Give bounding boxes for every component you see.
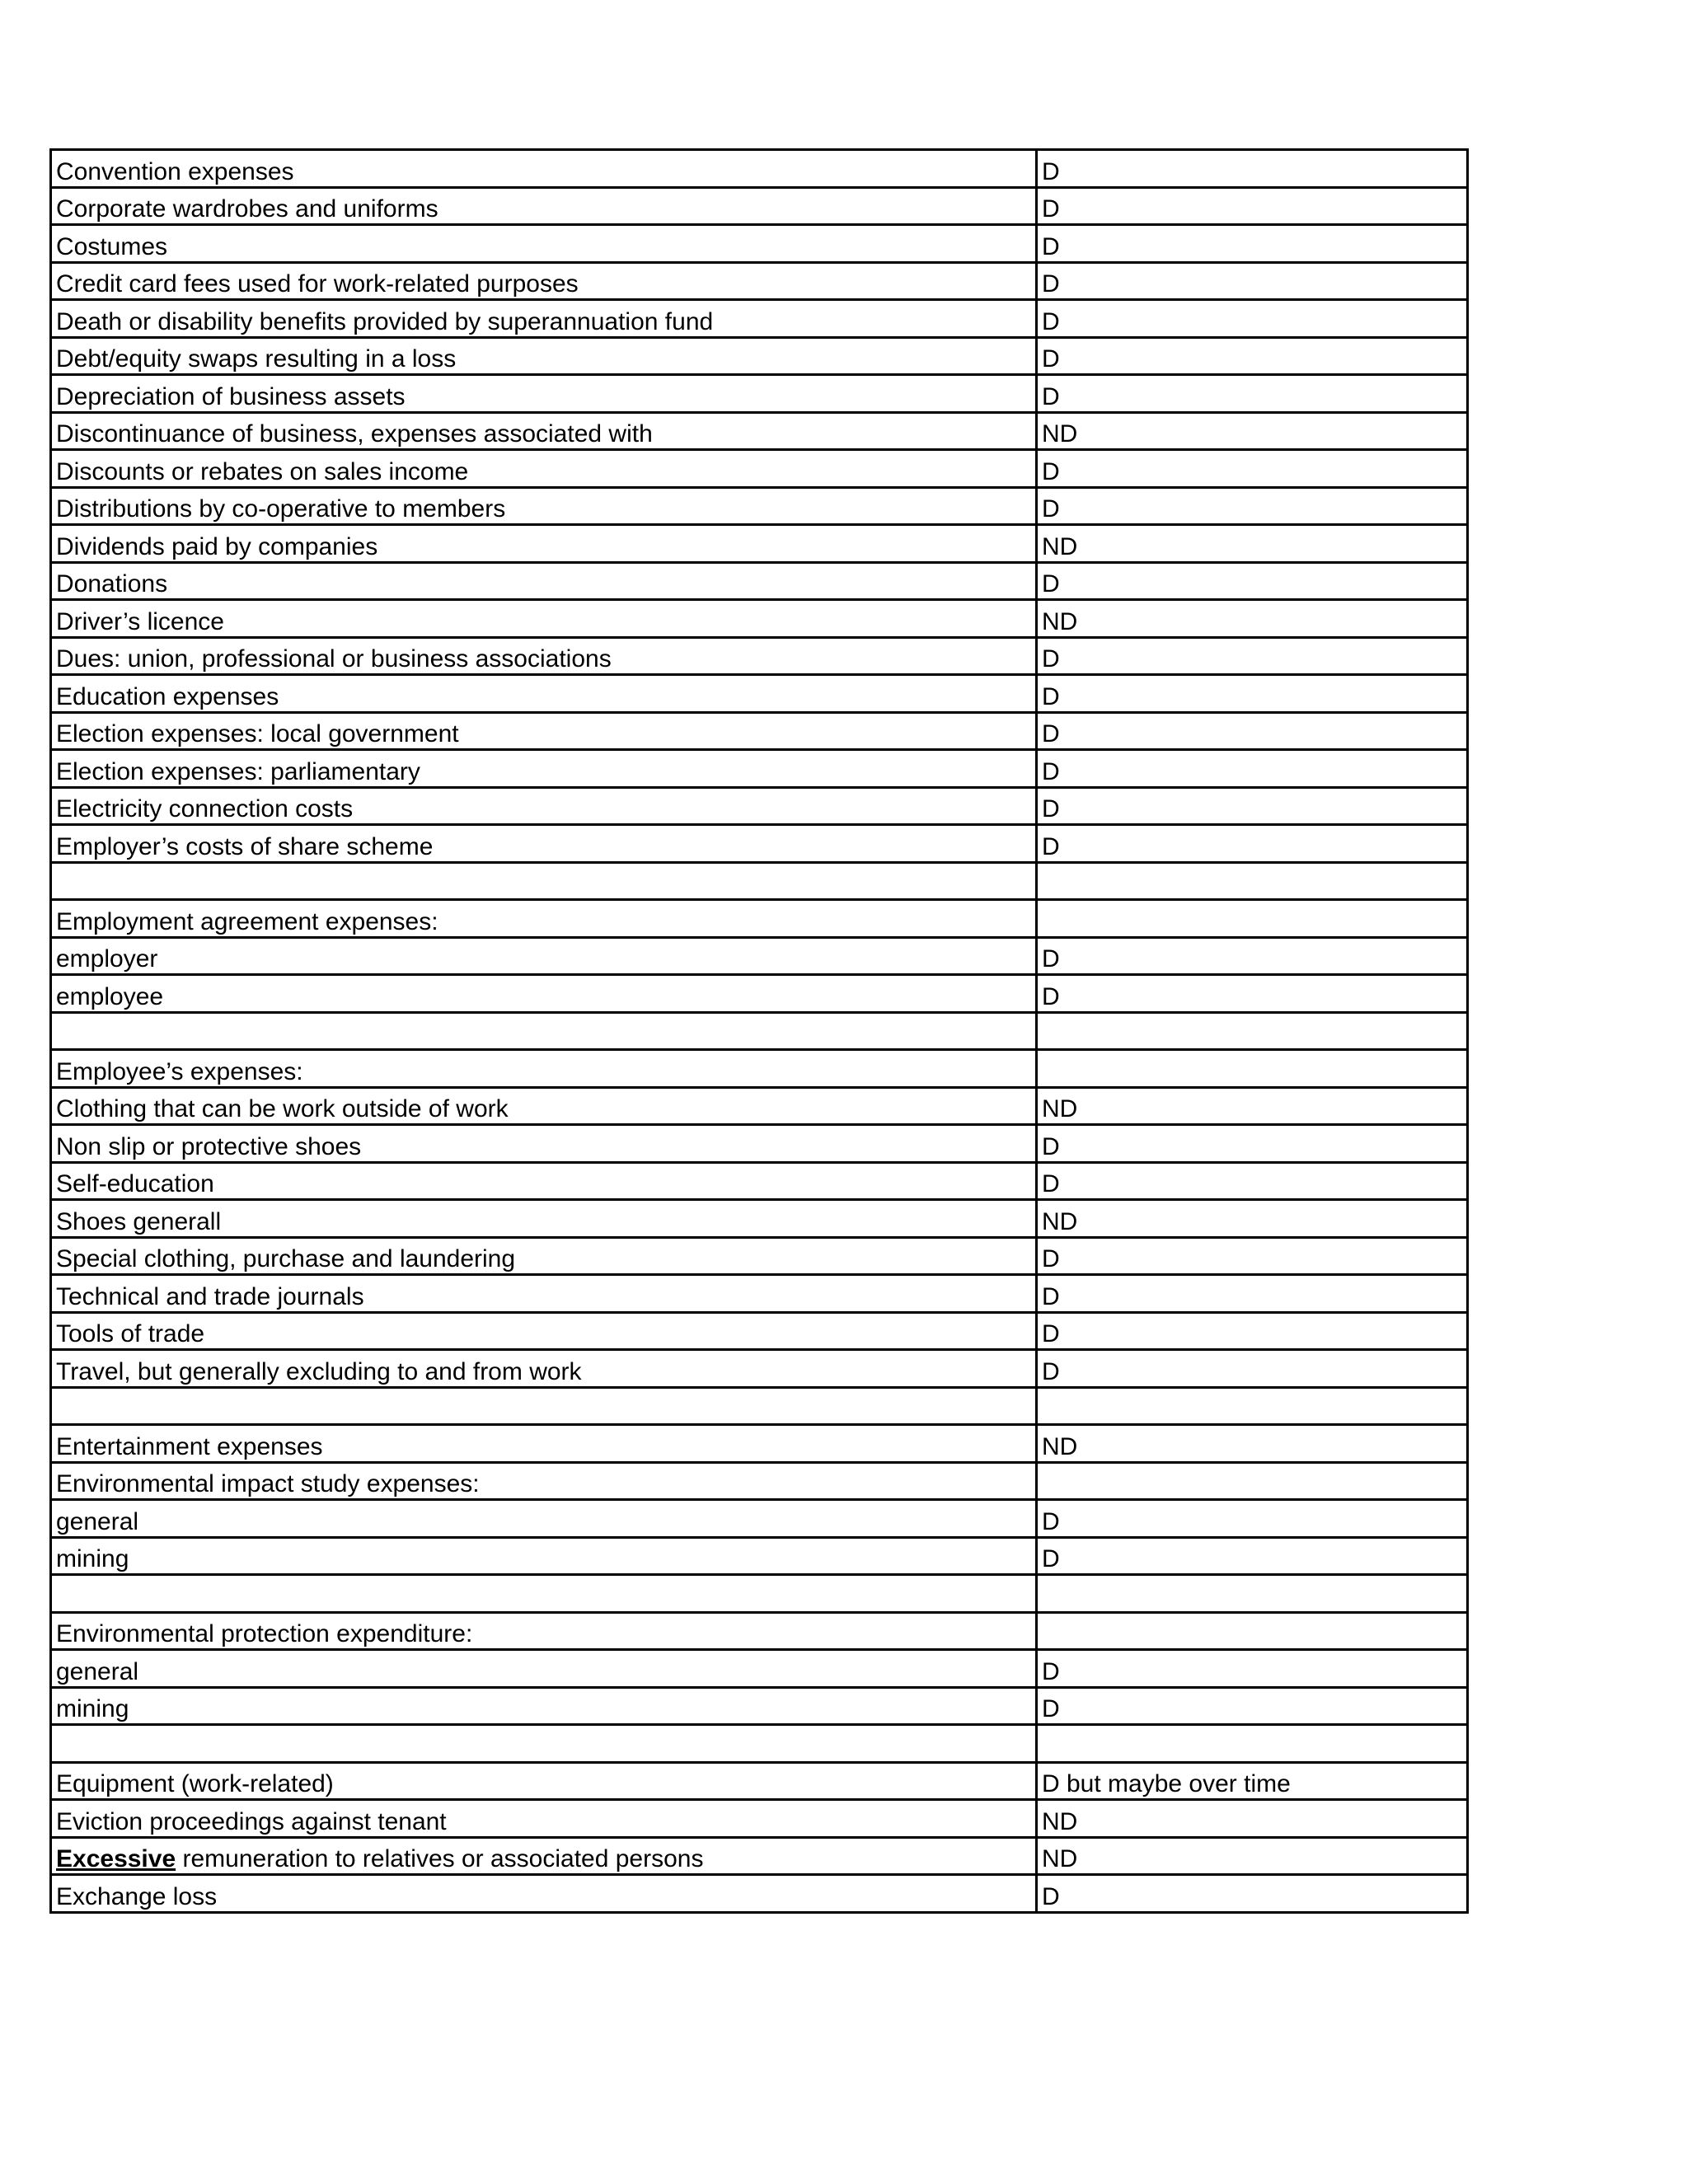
table-row bbox=[51, 1350, 1468, 1388]
item-label: Electricity connection costs bbox=[56, 795, 354, 823]
status-cell bbox=[1037, 1725, 1468, 1763]
item-cell bbox=[51, 525, 1037, 563]
status-cell bbox=[1037, 1050, 1468, 1088]
item-text bbox=[56, 1247, 515, 1273]
status-code: ND bbox=[1042, 420, 1078, 448]
item-cell bbox=[51, 1162, 1037, 1200]
status-cell bbox=[1037, 675, 1468, 713]
item-cell bbox=[51, 1200, 1037, 1238]
status-cell bbox=[1037, 1762, 1468, 1800]
item-label: Employee’s expenses: bbox=[56, 1057, 303, 1085]
table-row bbox=[51, 1387, 1468, 1425]
table-row bbox=[51, 487, 1468, 525]
item-cell bbox=[51, 600, 1037, 638]
item-text bbox=[56, 907, 438, 936]
item-cell bbox=[51, 1087, 1037, 1125]
status-cell bbox=[1037, 187, 1468, 225]
status-cell bbox=[1037, 975, 1468, 1013]
status-cell bbox=[1037, 862, 1468, 900]
item-label: Election expenses: local government bbox=[56, 720, 459, 748]
status-code: D but maybe over time bbox=[1042, 1770, 1291, 1797]
item-text bbox=[56, 797, 353, 823]
item-cell bbox=[51, 300, 1037, 338]
item-text bbox=[56, 1432, 323, 1461]
item-text bbox=[56, 347, 456, 373]
table-row bbox=[51, 750, 1468, 788]
item-text bbox=[56, 1507, 139, 1536]
table-row bbox=[51, 1575, 1468, 1613]
item-cell bbox=[51, 637, 1037, 675]
item-cell bbox=[51, 937, 1037, 975]
table-row bbox=[51, 1462, 1468, 1500]
item-text bbox=[56, 982, 164, 1011]
item-text bbox=[56, 1772, 334, 1798]
item-text bbox=[56, 1322, 204, 1348]
status-cell bbox=[1037, 1387, 1468, 1425]
item-text bbox=[56, 1207, 222, 1236]
item-cell bbox=[51, 675, 1037, 713]
table-row bbox=[51, 600, 1468, 638]
status-code: D bbox=[1042, 795, 1060, 823]
item-label: Clothing that can be work outside of work bbox=[56, 1095, 509, 1122]
item-label: Technical and trade journals bbox=[56, 1282, 364, 1310]
status-code: D bbox=[1042, 757, 1060, 785]
status-code: D bbox=[1042, 1695, 1060, 1722]
table-row bbox=[51, 975, 1468, 1013]
item-text bbox=[56, 497, 505, 523]
table-row bbox=[51, 450, 1468, 488]
item-cell bbox=[51, 900, 1037, 938]
item-label: Costumes bbox=[56, 232, 168, 260]
item-cell bbox=[51, 1762, 1037, 1800]
item-cell bbox=[51, 1875, 1037, 1913]
item-cell bbox=[51, 1012, 1037, 1050]
item-cell bbox=[51, 1462, 1037, 1500]
item-text bbox=[56, 1097, 509, 1123]
status-cell bbox=[1037, 712, 1468, 750]
item-label: Equipment (work-related) bbox=[56, 1770, 334, 1797]
status-cell bbox=[1037, 225, 1468, 263]
item-text bbox=[56, 532, 378, 561]
item-cell bbox=[51, 1425, 1037, 1463]
status-code: D bbox=[1042, 1170, 1060, 1197]
status-code: D bbox=[1042, 1545, 1060, 1572]
item-cell bbox=[51, 1575, 1037, 1613]
table-row bbox=[51, 300, 1468, 338]
item-label: Employment agreement expenses: bbox=[56, 907, 438, 935]
status-cell bbox=[1037, 787, 1468, 825]
status-code: D bbox=[1042, 945, 1060, 972]
status-cell bbox=[1037, 1087, 1468, 1125]
status-cell bbox=[1037, 1200, 1468, 1238]
item-cell bbox=[51, 150, 1037, 188]
status-cell bbox=[1037, 562, 1468, 600]
item-cell bbox=[51, 375, 1037, 413]
status-cell bbox=[1037, 1237, 1468, 1275]
table-row bbox=[51, 1837, 1468, 1875]
status-code: D bbox=[1042, 270, 1060, 298]
item-cell bbox=[51, 1050, 1037, 1088]
status-cell bbox=[1037, 262, 1468, 300]
status-code: ND bbox=[1042, 1207, 1078, 1235]
item-label: Eviction proceedings against tenant bbox=[56, 1807, 447, 1835]
status-cell bbox=[1037, 1800, 1468, 1838]
item-text bbox=[56, 1622, 472, 1648]
item-text bbox=[56, 1807, 447, 1836]
item-cell bbox=[51, 1500, 1037, 1538]
item-label: Credit card fees used for work-related purposes bbox=[56, 270, 579, 298]
item-cell bbox=[51, 1650, 1037, 1688]
item-text bbox=[56, 422, 653, 448]
status-code: D bbox=[1042, 495, 1060, 523]
item-label: Environmental impact study expenses: bbox=[56, 1470, 480, 1497]
item-label: mining bbox=[56, 1695, 129, 1722]
table-row bbox=[51, 150, 1468, 188]
status-cell bbox=[1037, 825, 1468, 863]
table-row bbox=[51, 525, 1468, 563]
item-text bbox=[56, 232, 168, 261]
status-cell bbox=[1037, 1350, 1468, 1388]
item-label: Education expenses bbox=[56, 682, 279, 710]
status-cell bbox=[1037, 525, 1468, 563]
item-text bbox=[56, 572, 167, 598]
table-row bbox=[51, 1012, 1468, 1050]
status-cell bbox=[1037, 1687, 1468, 1725]
item-cell bbox=[51, 1725, 1037, 1763]
item-text bbox=[56, 1057, 303, 1086]
table-row bbox=[51, 1500, 1468, 1538]
table-row bbox=[51, 412, 1468, 450]
status-code: D bbox=[1042, 1357, 1060, 1385]
item-label: Death or disability benefits provided by superannuation fund bbox=[56, 307, 714, 335]
status-code: ND bbox=[1042, 1095, 1078, 1122]
item-label: Driver’s licence bbox=[56, 607, 224, 635]
table-row bbox=[51, 1312, 1468, 1350]
table-row bbox=[51, 1275, 1468, 1313]
status-cell bbox=[1037, 1125, 1468, 1163]
item-label: employee bbox=[56, 982, 164, 1010]
status-cell bbox=[1037, 1462, 1468, 1500]
table-row bbox=[51, 1087, 1468, 1125]
deductibility-table bbox=[49, 148, 1469, 1914]
item-text bbox=[56, 1172, 214, 1198]
item-text bbox=[56, 647, 612, 673]
item-text bbox=[56, 722, 459, 748]
item-text bbox=[56, 1697, 129, 1723]
table-row bbox=[51, 1687, 1468, 1725]
item-label: employer bbox=[56, 945, 158, 972]
status-cell bbox=[1037, 1575, 1468, 1613]
item-label: mining bbox=[56, 1545, 129, 1572]
status-code: D bbox=[1042, 1282, 1060, 1310]
status-code: D bbox=[1042, 1657, 1060, 1685]
table-row bbox=[51, 262, 1468, 300]
item-cell bbox=[51, 712, 1037, 750]
status-code: ND bbox=[1042, 1845, 1078, 1872]
item-cell bbox=[51, 1800, 1037, 1838]
status-cell bbox=[1037, 150, 1468, 188]
status-cell bbox=[1037, 637, 1468, 675]
table-row bbox=[51, 1650, 1468, 1688]
status-code: D bbox=[1042, 1245, 1060, 1272]
status-cell bbox=[1037, 750, 1468, 788]
item-label: general bbox=[56, 1657, 139, 1685]
status-code: D bbox=[1042, 1507, 1060, 1535]
item-cell bbox=[51, 1350, 1037, 1388]
item-cell bbox=[51, 262, 1037, 300]
item-text bbox=[56, 607, 224, 636]
table-row bbox=[51, 675, 1468, 713]
item-cell bbox=[51, 1537, 1037, 1575]
item-label: Corporate wardrobes and uniforms bbox=[56, 195, 438, 223]
status-code: ND bbox=[1042, 1807, 1078, 1835]
item-text bbox=[56, 682, 279, 711]
item-label: Discontinuance of business, expenses associated with bbox=[56, 420, 653, 448]
status-code: D bbox=[1042, 157, 1060, 185]
table-row bbox=[51, 1050, 1468, 1088]
item-text bbox=[56, 1547, 129, 1573]
table-row bbox=[51, 187, 1468, 225]
table-row bbox=[51, 937, 1468, 975]
status-code: D bbox=[1042, 307, 1060, 335]
table-row bbox=[51, 862, 1468, 900]
table-row bbox=[51, 1762, 1468, 1800]
item-label: Election expenses: parliamentary bbox=[56, 757, 420, 785]
item-cell bbox=[51, 337, 1037, 375]
item-label: Distributions by co-operative to members bbox=[56, 495, 506, 523]
table-row bbox=[51, 375, 1468, 413]
item-cell bbox=[51, 1687, 1037, 1725]
item-label: general bbox=[56, 1507, 139, 1535]
status-cell bbox=[1037, 1012, 1468, 1050]
table-row bbox=[51, 637, 1468, 675]
item-cell bbox=[51, 187, 1037, 225]
item-text bbox=[56, 1882, 218, 1911]
item-text bbox=[56, 272, 579, 298]
item-cell bbox=[51, 225, 1037, 263]
status-code: D bbox=[1042, 195, 1060, 223]
status-code: D bbox=[1042, 232, 1060, 260]
item-label: Dues: union, professional or business associations bbox=[56, 645, 612, 673]
item-cell bbox=[51, 862, 1037, 900]
status-cell bbox=[1037, 300, 1468, 338]
emphasis-text: Excessive bbox=[56, 1845, 176, 1872]
table-row bbox=[51, 1875, 1468, 1913]
item-text bbox=[56, 457, 469, 486]
item-label: Shoes generall bbox=[56, 1207, 222, 1235]
status-code: ND bbox=[1042, 532, 1078, 560]
item-text bbox=[56, 157, 294, 186]
table-row bbox=[51, 900, 1468, 938]
table-row bbox=[51, 225, 1468, 263]
item-text bbox=[56, 1357, 582, 1386]
item-cell bbox=[51, 562, 1037, 600]
item-text bbox=[56, 1472, 480, 1498]
item-label: Debt/equity swaps resulting in a loss bbox=[56, 345, 457, 373]
table-row bbox=[51, 1725, 1468, 1763]
item-cell bbox=[51, 750, 1037, 788]
status-code: D bbox=[1042, 345, 1060, 373]
item-cell bbox=[51, 1612, 1037, 1650]
item-text bbox=[56, 832, 434, 861]
item-cell bbox=[51, 787, 1037, 825]
item-label: Self-education bbox=[56, 1170, 214, 1197]
item-label: remuneration to relatives or associated persons bbox=[182, 1845, 704, 1872]
status-cell bbox=[1037, 1162, 1468, 1200]
item-text bbox=[56, 197, 438, 223]
status-code: D bbox=[1042, 1132, 1060, 1160]
item-cell bbox=[51, 412, 1037, 450]
status-cell bbox=[1037, 900, 1468, 938]
item-cell bbox=[51, 450, 1037, 488]
item-label: Entertainment expenses bbox=[56, 1432, 323, 1460]
table-row bbox=[51, 1162, 1468, 1200]
item-label: Exchange loss bbox=[56, 1882, 218, 1910]
status-cell bbox=[1037, 1425, 1468, 1463]
item-cell bbox=[51, 1387, 1037, 1425]
table-row bbox=[51, 1425, 1468, 1463]
item-cell bbox=[51, 487, 1037, 525]
item-text bbox=[56, 1657, 139, 1686]
table-row bbox=[51, 1537, 1468, 1575]
item-text bbox=[56, 947, 157, 973]
status-code: D bbox=[1042, 457, 1060, 485]
status-code: D bbox=[1042, 570, 1060, 598]
status-cell bbox=[1037, 600, 1468, 638]
item-cell bbox=[51, 1125, 1037, 1163]
table-row bbox=[51, 787, 1468, 825]
status-cell bbox=[1037, 1612, 1468, 1650]
item-label: Depreciation of business assets bbox=[56, 382, 406, 410]
table-row bbox=[51, 1237, 1468, 1275]
status-cell bbox=[1037, 412, 1468, 450]
table-row bbox=[51, 562, 1468, 600]
status-cell bbox=[1037, 1837, 1468, 1875]
table-row bbox=[51, 1612, 1468, 1650]
table-row bbox=[51, 337, 1468, 375]
status-code: D bbox=[1042, 982, 1060, 1010]
status-code: D bbox=[1042, 645, 1060, 673]
status-code: D bbox=[1042, 1320, 1060, 1347]
table-row bbox=[51, 1200, 1468, 1238]
status-cell bbox=[1037, 1650, 1468, 1688]
item-label: Tools of trade bbox=[56, 1320, 205, 1347]
item-text bbox=[56, 757, 420, 786]
item-label: Convention expenses bbox=[56, 157, 294, 185]
item-label: Special clothing, purchase and laundering bbox=[56, 1245, 516, 1272]
table-row bbox=[51, 1800, 1468, 1838]
item-text bbox=[56, 307, 714, 336]
item-label: Discounts or rebates on sales income bbox=[56, 457, 469, 485]
status-cell bbox=[1037, 487, 1468, 525]
item-cell bbox=[51, 975, 1037, 1013]
status-cell bbox=[1037, 1875, 1468, 1913]
item-label: Dividends paid by companies bbox=[56, 532, 378, 560]
status-cell bbox=[1037, 1537, 1468, 1575]
status-code: ND bbox=[1042, 1432, 1078, 1460]
status-cell bbox=[1037, 1312, 1468, 1350]
item-text bbox=[56, 1282, 364, 1311]
item-cell bbox=[51, 825, 1037, 863]
item-cell bbox=[51, 1237, 1037, 1275]
item-cell bbox=[51, 1275, 1037, 1313]
item-text bbox=[56, 1132, 362, 1161]
item-label: Donations bbox=[56, 570, 168, 598]
status-cell bbox=[1037, 937, 1468, 975]
status-code: ND bbox=[1042, 607, 1078, 635]
item-label: Environmental protection expenditure: bbox=[56, 1620, 473, 1647]
status-cell bbox=[1037, 1500, 1468, 1538]
item-cell bbox=[51, 1312, 1037, 1350]
status-cell bbox=[1037, 337, 1468, 375]
status-cell bbox=[1037, 450, 1468, 488]
status-cell bbox=[1037, 375, 1468, 413]
table-row bbox=[51, 712, 1468, 750]
table-row bbox=[51, 1125, 1468, 1163]
item-label: Travel, but generally excluding to and from work bbox=[56, 1357, 582, 1385]
item-label: Non slip or protective shoes bbox=[56, 1132, 362, 1160]
item-text bbox=[56, 382, 406, 411]
table-body bbox=[51, 150, 1468, 1913]
item-label: Employer’s costs of share scheme bbox=[56, 832, 434, 860]
status-code: D bbox=[1042, 832, 1060, 860]
item-cell bbox=[51, 1837, 1037, 1875]
table-row bbox=[51, 825, 1468, 863]
status-code: D bbox=[1042, 720, 1060, 748]
status-code: D bbox=[1042, 1882, 1060, 1910]
status-cell bbox=[1037, 1275, 1468, 1313]
status-code: D bbox=[1042, 682, 1060, 710]
status-code: D bbox=[1042, 382, 1060, 410]
item-text bbox=[56, 1847, 703, 1873]
